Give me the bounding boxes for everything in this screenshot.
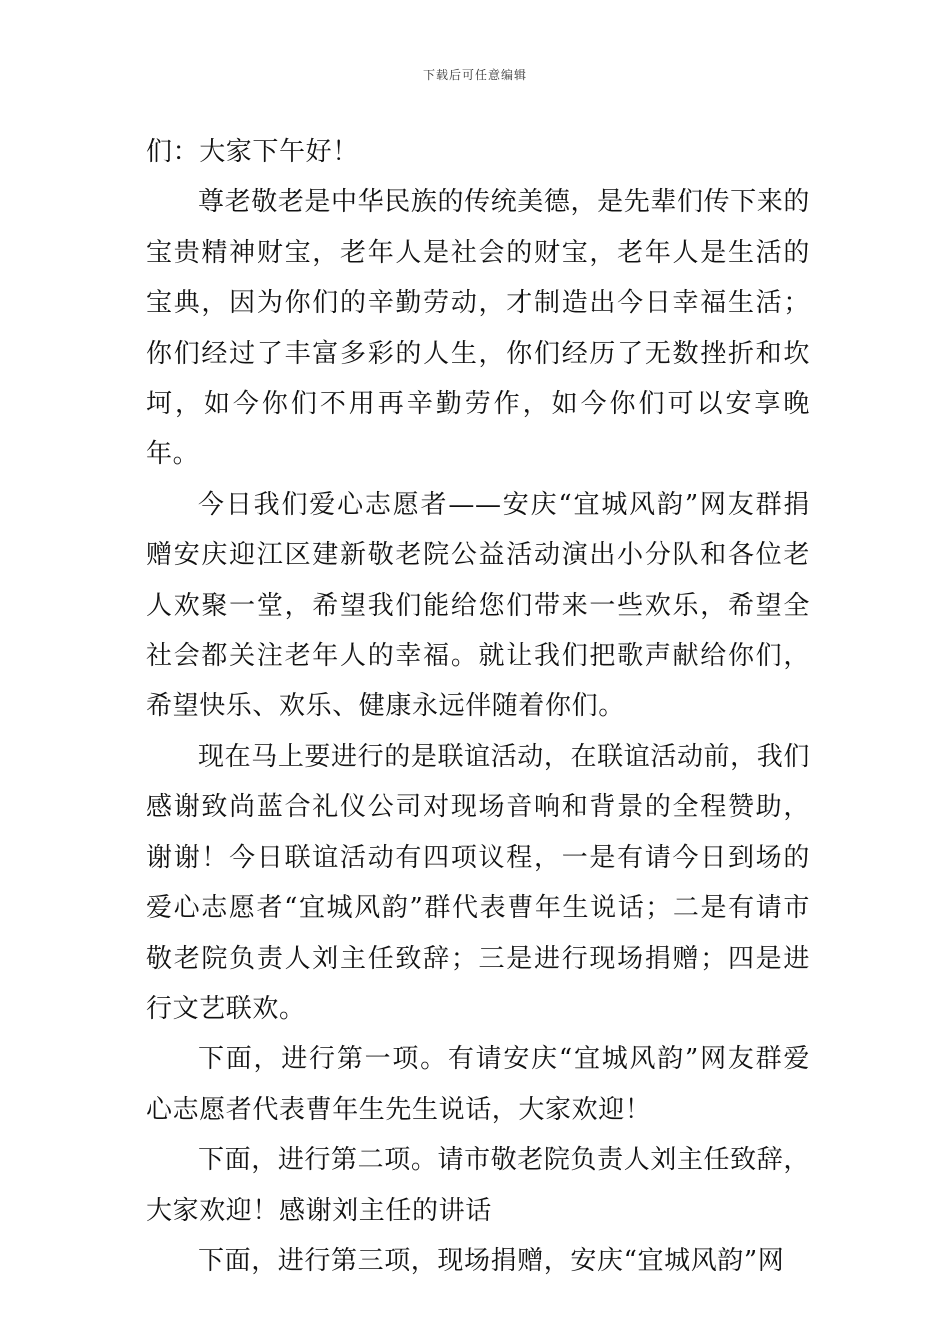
paragraph-item-two: 下面，进行第二项。请市敬老院负责人刘主任致辞，大家欢迎！感谢刘主任的讲话: [146, 1145, 810, 1226]
paragraph-volunteers: 今日我们爱心志愿者——安庆“宜城风韵”网友群捐赠安庆迎江区建新敬老院公益活动演出小分队和各位老人欢聚一堂，希望我们能给您们带来一些欢乐，希望全社会都关注老年人的幸福。就让我们把歌声献给你们，希望快乐、欢乐、健康永远伴随着你们。: [146, 489, 810, 722]
paragraph-item-three: 下面，进行第三项，现场捐赠，安庆“宜城风韵”网: [198, 1245, 785, 1276]
paragraph-agenda: 现在马上要进行的是联谊活动，在联谊活动前，我们感谢致尚蓝合礼仪公司对现场音响和背景的全程赞助，谢谢！今日联谊活动有四项议程，一是有请今日到场的爱心志愿者“宜城风韵”群代表曹年生说话；二是有请市敬老院负责人刘主任致辞；三是进行现场捐赠；四是进行文艺联欢。: [146, 741, 810, 1024]
header-note: 下载后可任意编辑: [422, 68, 527, 82]
paragraph-respect-elders: 尊老敬老是中华民族的传统美德，是先辈们传下来的宝贵精神财宝，老年人是社会的财宝，老年人是生活的宝典，因为你们的辛勤劳动，才制造出今日幸福生活；你们经过了丰富多彩的人生，你们经历了无数挫折和坎坷，如今你们不用再辛勤劳作，如今你们可以安享晚年。: [146, 187, 810, 470]
paragraph-greeting: 们：大家下午好！: [146, 137, 359, 167]
paragraph-item-one: 下面，进行第一项。有请安庆“宜城风韵”网友群爱心志愿者代表曹年生先生说话，大家欢迎！: [146, 1044, 810, 1125]
document-body: [146, 127, 810, 1286]
